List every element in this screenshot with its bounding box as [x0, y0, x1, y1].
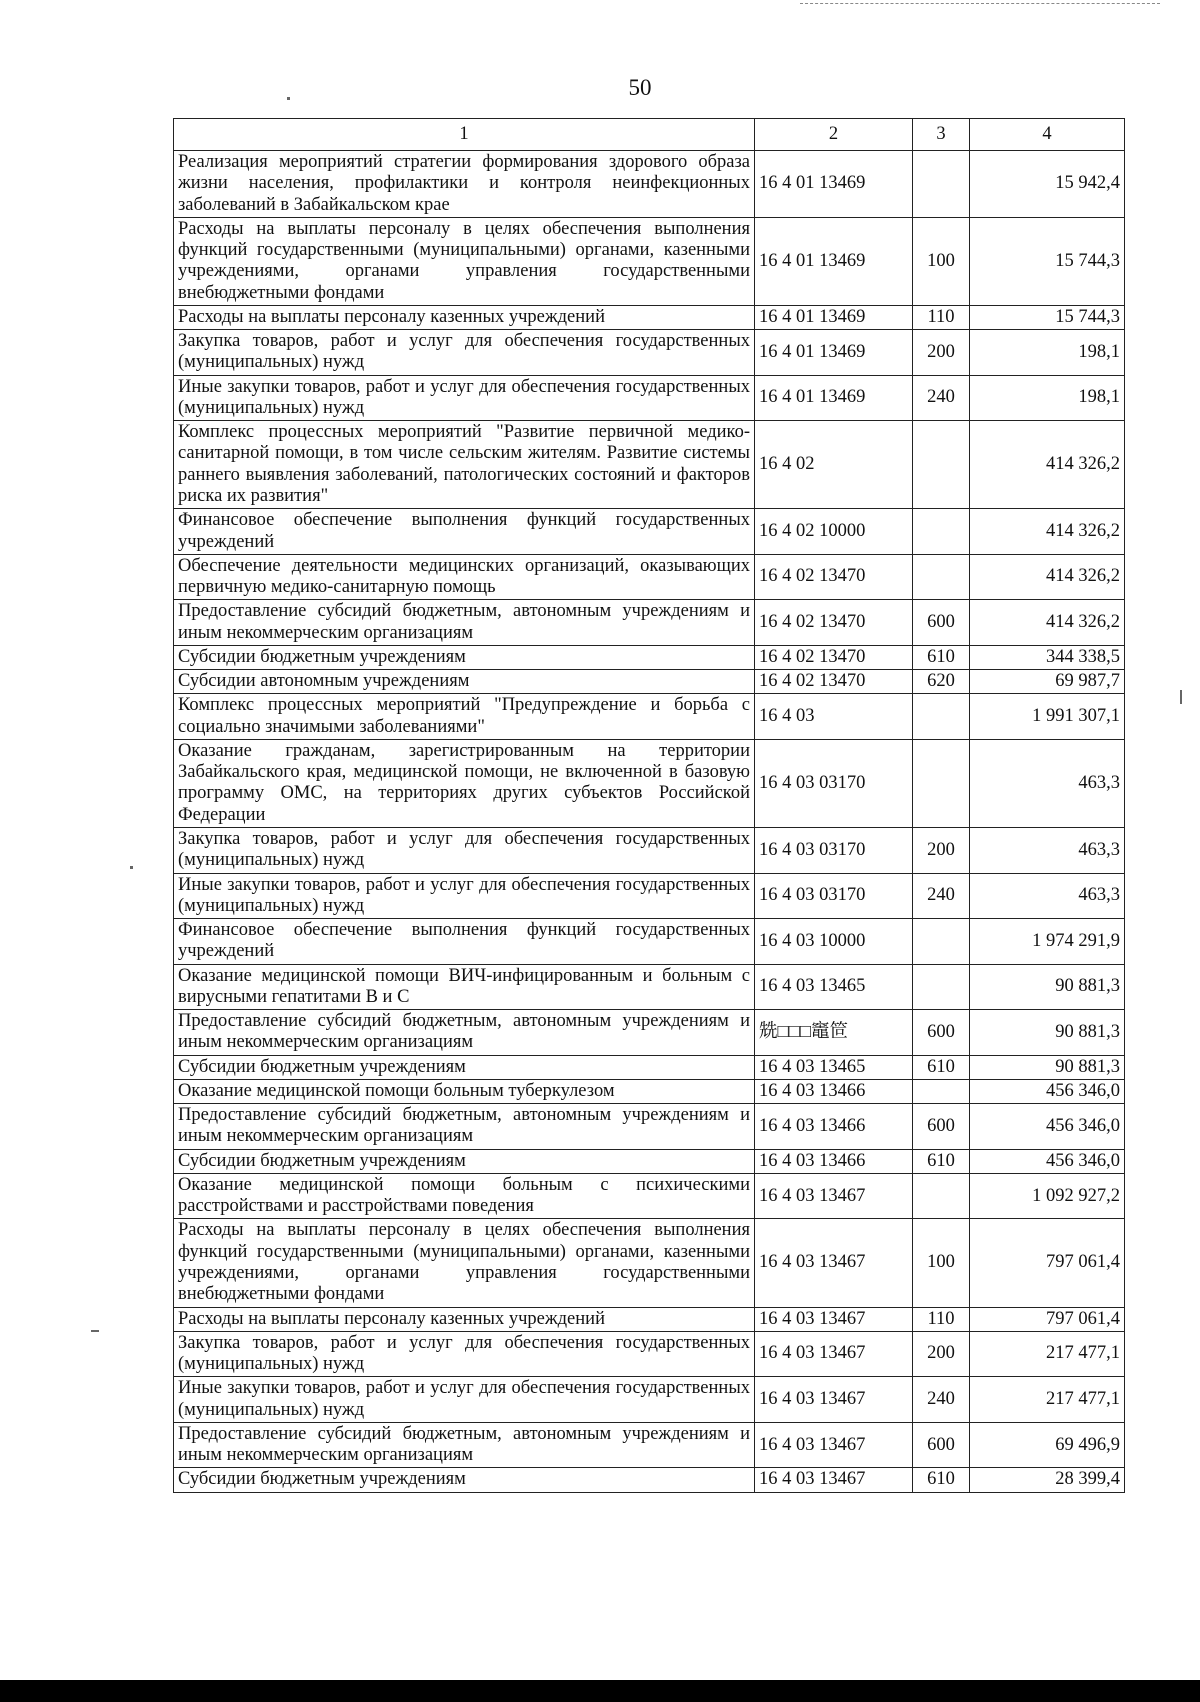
row-expense-type-cell: 610: [913, 1149, 970, 1173]
row-expense-type-cell: 610: [913, 645, 970, 669]
row-sum-cell: 463,3: [970, 873, 1125, 919]
table-row: [174, 964, 1125, 1010]
row-expense-type-cell: 100: [913, 217, 970, 305]
page-number: 50: [628, 75, 652, 100]
row-code-cell: 16 4 03 13467: [755, 1422, 913, 1468]
row-name-cell: Обеспечение деятельности медицинских организаций, оказывающих первичную медико-санитарную помощь: [174, 554, 755, 600]
table-row: [174, 670, 1125, 694]
row-sum-cell: 198,1: [970, 375, 1125, 421]
row-name-cell: Реализация мероприятий стратегии формирования здорового образа жизни населения, профилактики и контроля неинфекционных заболеваний в Забайкальском крае: [174, 151, 755, 218]
table-row: [174, 1079, 1125, 1103]
row-name-cell: Предоставление субсидий бюджетным, автономным учреждениям и иным некоммерческим организациям: [174, 600, 755, 646]
row-sum-cell: 463,3: [970, 827, 1125, 873]
row-sum-cell: 1 974 291,9: [970, 919, 1125, 965]
row-expense-type-cell: [913, 554, 970, 600]
row-code-cell: 16 4 03 03170: [755, 873, 913, 919]
table-row: [174, 827, 1125, 873]
row-code-cell: 16 4 03 13466: [755, 1104, 913, 1150]
table-row: [174, 1104, 1125, 1150]
row-name-cell: Субсидии автономным учреждениям: [174, 670, 755, 694]
row-name-cell: Расходы на выплаты персоналу казенных учреждений: [174, 305, 755, 329]
table-row: [174, 694, 1125, 740]
row-code-cell: 16 4 01 13469: [755, 151, 913, 218]
row-name-cell: Предоставление субсидий бюджетным, автономным учреждениям и иным некоммерческим организациям: [174, 1422, 755, 1468]
row-code-cell: 16 4 02: [755, 421, 913, 509]
row-name-cell: Закупка товаров, работ и услуг для обеспечения государственных (муниципальных) нужд: [174, 1331, 755, 1377]
row-code-cell: 16 4 03 03170: [755, 739, 913, 827]
scan-speck: [91, 1330, 99, 1332]
row-code-cell: 16 4 02 13470: [755, 670, 913, 694]
row-code-cell: 16 4 01 13469: [755, 330, 913, 376]
table-body: [174, 151, 1125, 1493]
row-sum-cell: 456 346,0: [970, 1149, 1125, 1173]
row-expense-type-cell: 100: [913, 1219, 970, 1307]
row-name-cell: Комплекс процессных мероприятий "Развитие первичной медико-санитарной помощи, в том числе сельским жителям. Развитие системы раннего выявления заболеваний, патологических состояний и факторов риска их развития": [174, 421, 755, 509]
row-expense-type-cell: 110: [913, 305, 970, 329]
row-sum-cell: 797 061,4: [970, 1219, 1125, 1307]
row-sum-cell: 456 346,0: [970, 1104, 1125, 1150]
row-code-cell: 16 4 03 03170: [755, 827, 913, 873]
row-expense-type-cell: 600: [913, 1010, 970, 1056]
row-expense-type-cell: [913, 151, 970, 218]
row-code-cell: 16 4 03 13466: [755, 1149, 913, 1173]
row-code-cell: 16 4 03: [755, 694, 913, 740]
row-expense-type-cell: [913, 421, 970, 509]
row-expense-type-cell: [913, 694, 970, 740]
row-sum-cell: 217 477,1: [970, 1331, 1125, 1377]
row-sum-cell: 1 092 927,2: [970, 1173, 1125, 1219]
row-expense-type-cell: 600: [913, 600, 970, 646]
table-row: [174, 1468, 1125, 1492]
row-sum-cell: 414 326,2: [970, 554, 1125, 600]
table-row: [174, 1149, 1125, 1173]
row-code-cell: 16 4 01 13469: [755, 217, 913, 305]
row-code-cell: 16 4 01 13469: [755, 305, 913, 329]
row-sum-cell: 15 744,3: [970, 305, 1125, 329]
row-expense-type-cell: 200: [913, 1331, 970, 1377]
budget-table: [173, 118, 1125, 1493]
row-expense-type-cell: 610: [913, 1468, 970, 1492]
table-row: [174, 1173, 1125, 1219]
scan-artifact-top: [800, 3, 1160, 4]
row-code-cell: 16 4 03 13467: [755, 1173, 913, 1219]
row-code-cell: 16 4 03 13467: [755, 1377, 913, 1423]
row-expense-type-cell: 620: [913, 670, 970, 694]
row-sum-cell: 69 987,7: [970, 670, 1125, 694]
table-row: [174, 919, 1125, 965]
table-row: [174, 305, 1125, 329]
row-expense-type-cell: [913, 509, 970, 555]
row-sum-cell: 344 338,5: [970, 645, 1125, 669]
header-col-1: 1: [174, 119, 755, 151]
row-expense-type-cell: 110: [913, 1307, 970, 1331]
row-sum-cell: 15 942,4: [970, 151, 1125, 218]
row-expense-type-cell: 240: [913, 873, 970, 919]
row-name-cell: Субсидии бюджетным учреждениям: [174, 645, 755, 669]
row-sum-cell: 414 326,2: [970, 421, 1125, 509]
row-sum-cell: 28 399,4: [970, 1468, 1125, 1492]
row-sum-cell: 90 881,3: [970, 964, 1125, 1010]
row-sum-cell: 414 326,2: [970, 600, 1125, 646]
table-row: [174, 330, 1125, 376]
row-name-cell: Комплекс процессных мероприятий "Предупреждение и борьба с социально значимыми заболеваниями": [174, 694, 755, 740]
table-row: [174, 151, 1125, 218]
row-code-cell: 16 4 01 13469: [755, 375, 913, 421]
row-name-cell: Предоставление субсидий бюджетным, автономным учреждениям и иным некоммерческим организациям: [174, 1010, 755, 1056]
row-code-cell: 16 4 03 10000: [755, 919, 913, 965]
row-sum-cell: 1 991 307,1: [970, 694, 1125, 740]
row-sum-cell: 463,3: [970, 739, 1125, 827]
scan-speck: [1180, 690, 1182, 704]
row-sum-cell: 414 326,2: [970, 509, 1125, 555]
row-name-cell: Оказание гражданам, зарегистрированным на территории Забайкальского края, медицинской помощи, не включенной в базовую программу ОМС, на территориях других субъектов Российской Федерации: [174, 739, 755, 827]
row-expense-type-cell: 600: [913, 1422, 970, 1468]
row-expense-type-cell: 610: [913, 1055, 970, 1079]
row-name-cell: Субсидии бюджетным учреждениям: [174, 1149, 755, 1173]
row-code-cell: 16 4 03 13467: [755, 1307, 913, 1331]
row-name-cell: Финансовое обеспечение выполнения функций государственных учреждений: [174, 509, 755, 555]
row-code-cell: 16 4 02 13470: [755, 554, 913, 600]
table-row: [174, 600, 1125, 646]
table-row: [174, 375, 1125, 421]
table-row: [174, 1422, 1125, 1468]
row-code-cell: 兟□□□竈笸: [755, 1010, 913, 1056]
row-expense-type-cell: [913, 964, 970, 1010]
table-row: [174, 217, 1125, 305]
row-expense-type-cell: [913, 1079, 970, 1103]
row-code-cell: 16 4 03 13465: [755, 1055, 913, 1079]
row-sum-cell: 90 881,3: [970, 1010, 1125, 1056]
table-row: [174, 421, 1125, 509]
table-row: [174, 1010, 1125, 1056]
table-row: [174, 739, 1125, 827]
row-code-cell: 16 4 02 13470: [755, 600, 913, 646]
row-name-cell: Оказание медицинской помощи ВИЧ-инфицированным и больным с вирусными гепатитами В и С: [174, 964, 755, 1010]
row-expense-type-cell: 600: [913, 1104, 970, 1150]
row-sum-cell: 90 881,3: [970, 1055, 1125, 1079]
row-name-cell: Предоставление субсидий бюджетным, автономным учреждениям и иным некоммерческим организациям: [174, 1104, 755, 1150]
row-expense-type-cell: 200: [913, 330, 970, 376]
scan-bottom-edge: [0, 1680, 1200, 1702]
header-col-3: 3: [913, 119, 970, 151]
row-name-cell: Субсидии бюджетным учреждениям: [174, 1055, 755, 1079]
table-header-row: [174, 119, 1125, 151]
row-code-cell: 16 4 02 13470: [755, 645, 913, 669]
row-name-cell: Закупка товаров, работ и услуг для обеспечения государственных (муниципальных) нужд: [174, 330, 755, 376]
row-code-cell: 16 4 03 13467: [755, 1219, 913, 1307]
row-expense-type-cell: 240: [913, 1377, 970, 1423]
row-code-cell: 16 4 03 13465: [755, 964, 913, 1010]
table-row: [174, 1377, 1125, 1423]
table-row: [174, 1307, 1125, 1331]
scan-speck: [130, 866, 133, 869]
table-row: [174, 1055, 1125, 1079]
row-name-cell: Иные закупки товаров, работ и услуг для обеспечения государственных (муниципальных) нужд: [174, 375, 755, 421]
row-sum-cell: 69 496,9: [970, 1422, 1125, 1468]
row-expense-type-cell: [913, 919, 970, 965]
table-row: [174, 554, 1125, 600]
row-sum-cell: 797 061,4: [970, 1307, 1125, 1331]
header-col-4: 4: [970, 119, 1125, 151]
row-code-cell: 16 4 03 13467: [755, 1331, 913, 1377]
row-sum-cell: 456 346,0: [970, 1079, 1125, 1103]
row-name-cell: Иные закупки товаров, работ и услуг для обеспечения государственных (муниципальных) нужд: [174, 873, 755, 919]
row-sum-cell: 217 477,1: [970, 1377, 1125, 1423]
row-name-cell: Финансовое обеспечение выполнения функций государственных учреждений: [174, 919, 755, 965]
row-name-cell: Расходы на выплаты персоналу в целях обеспечения выполнения функций государственными (муниципальными) органами, казенными учреждениями, органами управления государственными внебюджетными фондами: [174, 217, 755, 305]
row-code-cell: 16 4 03 13466: [755, 1079, 913, 1103]
row-sum-cell: 15 744,3: [970, 217, 1125, 305]
row-name-cell: Расходы на выплаты персоналу казенных учреждений: [174, 1307, 755, 1331]
row-expense-type-cell: 240: [913, 375, 970, 421]
table-row: [174, 645, 1125, 669]
row-name-cell: Субсидии бюджетным учреждениям: [174, 1468, 755, 1492]
table-row: [174, 509, 1125, 555]
row-expense-type-cell: 200: [913, 827, 970, 873]
row-sum-cell: 198,1: [970, 330, 1125, 376]
table-row: [174, 1331, 1125, 1377]
row-name-cell: Расходы на выплаты персоналу в целях обеспечения выполнения функций государственными (муниципальными) органами, казенными учреждениями, органами управления государственными внебюджетными фондами: [174, 1219, 755, 1307]
row-expense-type-cell: [913, 1173, 970, 1219]
row-name-cell: Оказание медицинской помощи больным с психическими расстройствами и расстройствами поведения: [174, 1173, 755, 1219]
table-row: [174, 873, 1125, 919]
row-code-cell: 16 4 03 13467: [755, 1468, 913, 1492]
row-expense-type-cell: [913, 739, 970, 827]
table-row: [174, 1219, 1125, 1307]
row-name-cell: Иные закупки товаров, работ и услуг для обеспечения государственных (муниципальных) нужд: [174, 1377, 755, 1423]
row-code-cell: 16 4 02 10000: [755, 509, 913, 555]
row-name-cell: Оказание медицинской помощи больным туберкулезом: [174, 1079, 755, 1103]
row-name-cell: Закупка товаров, работ и услуг для обеспечения государственных (муниципальных) нужд: [174, 827, 755, 873]
header-col-2: 2: [755, 119, 913, 151]
